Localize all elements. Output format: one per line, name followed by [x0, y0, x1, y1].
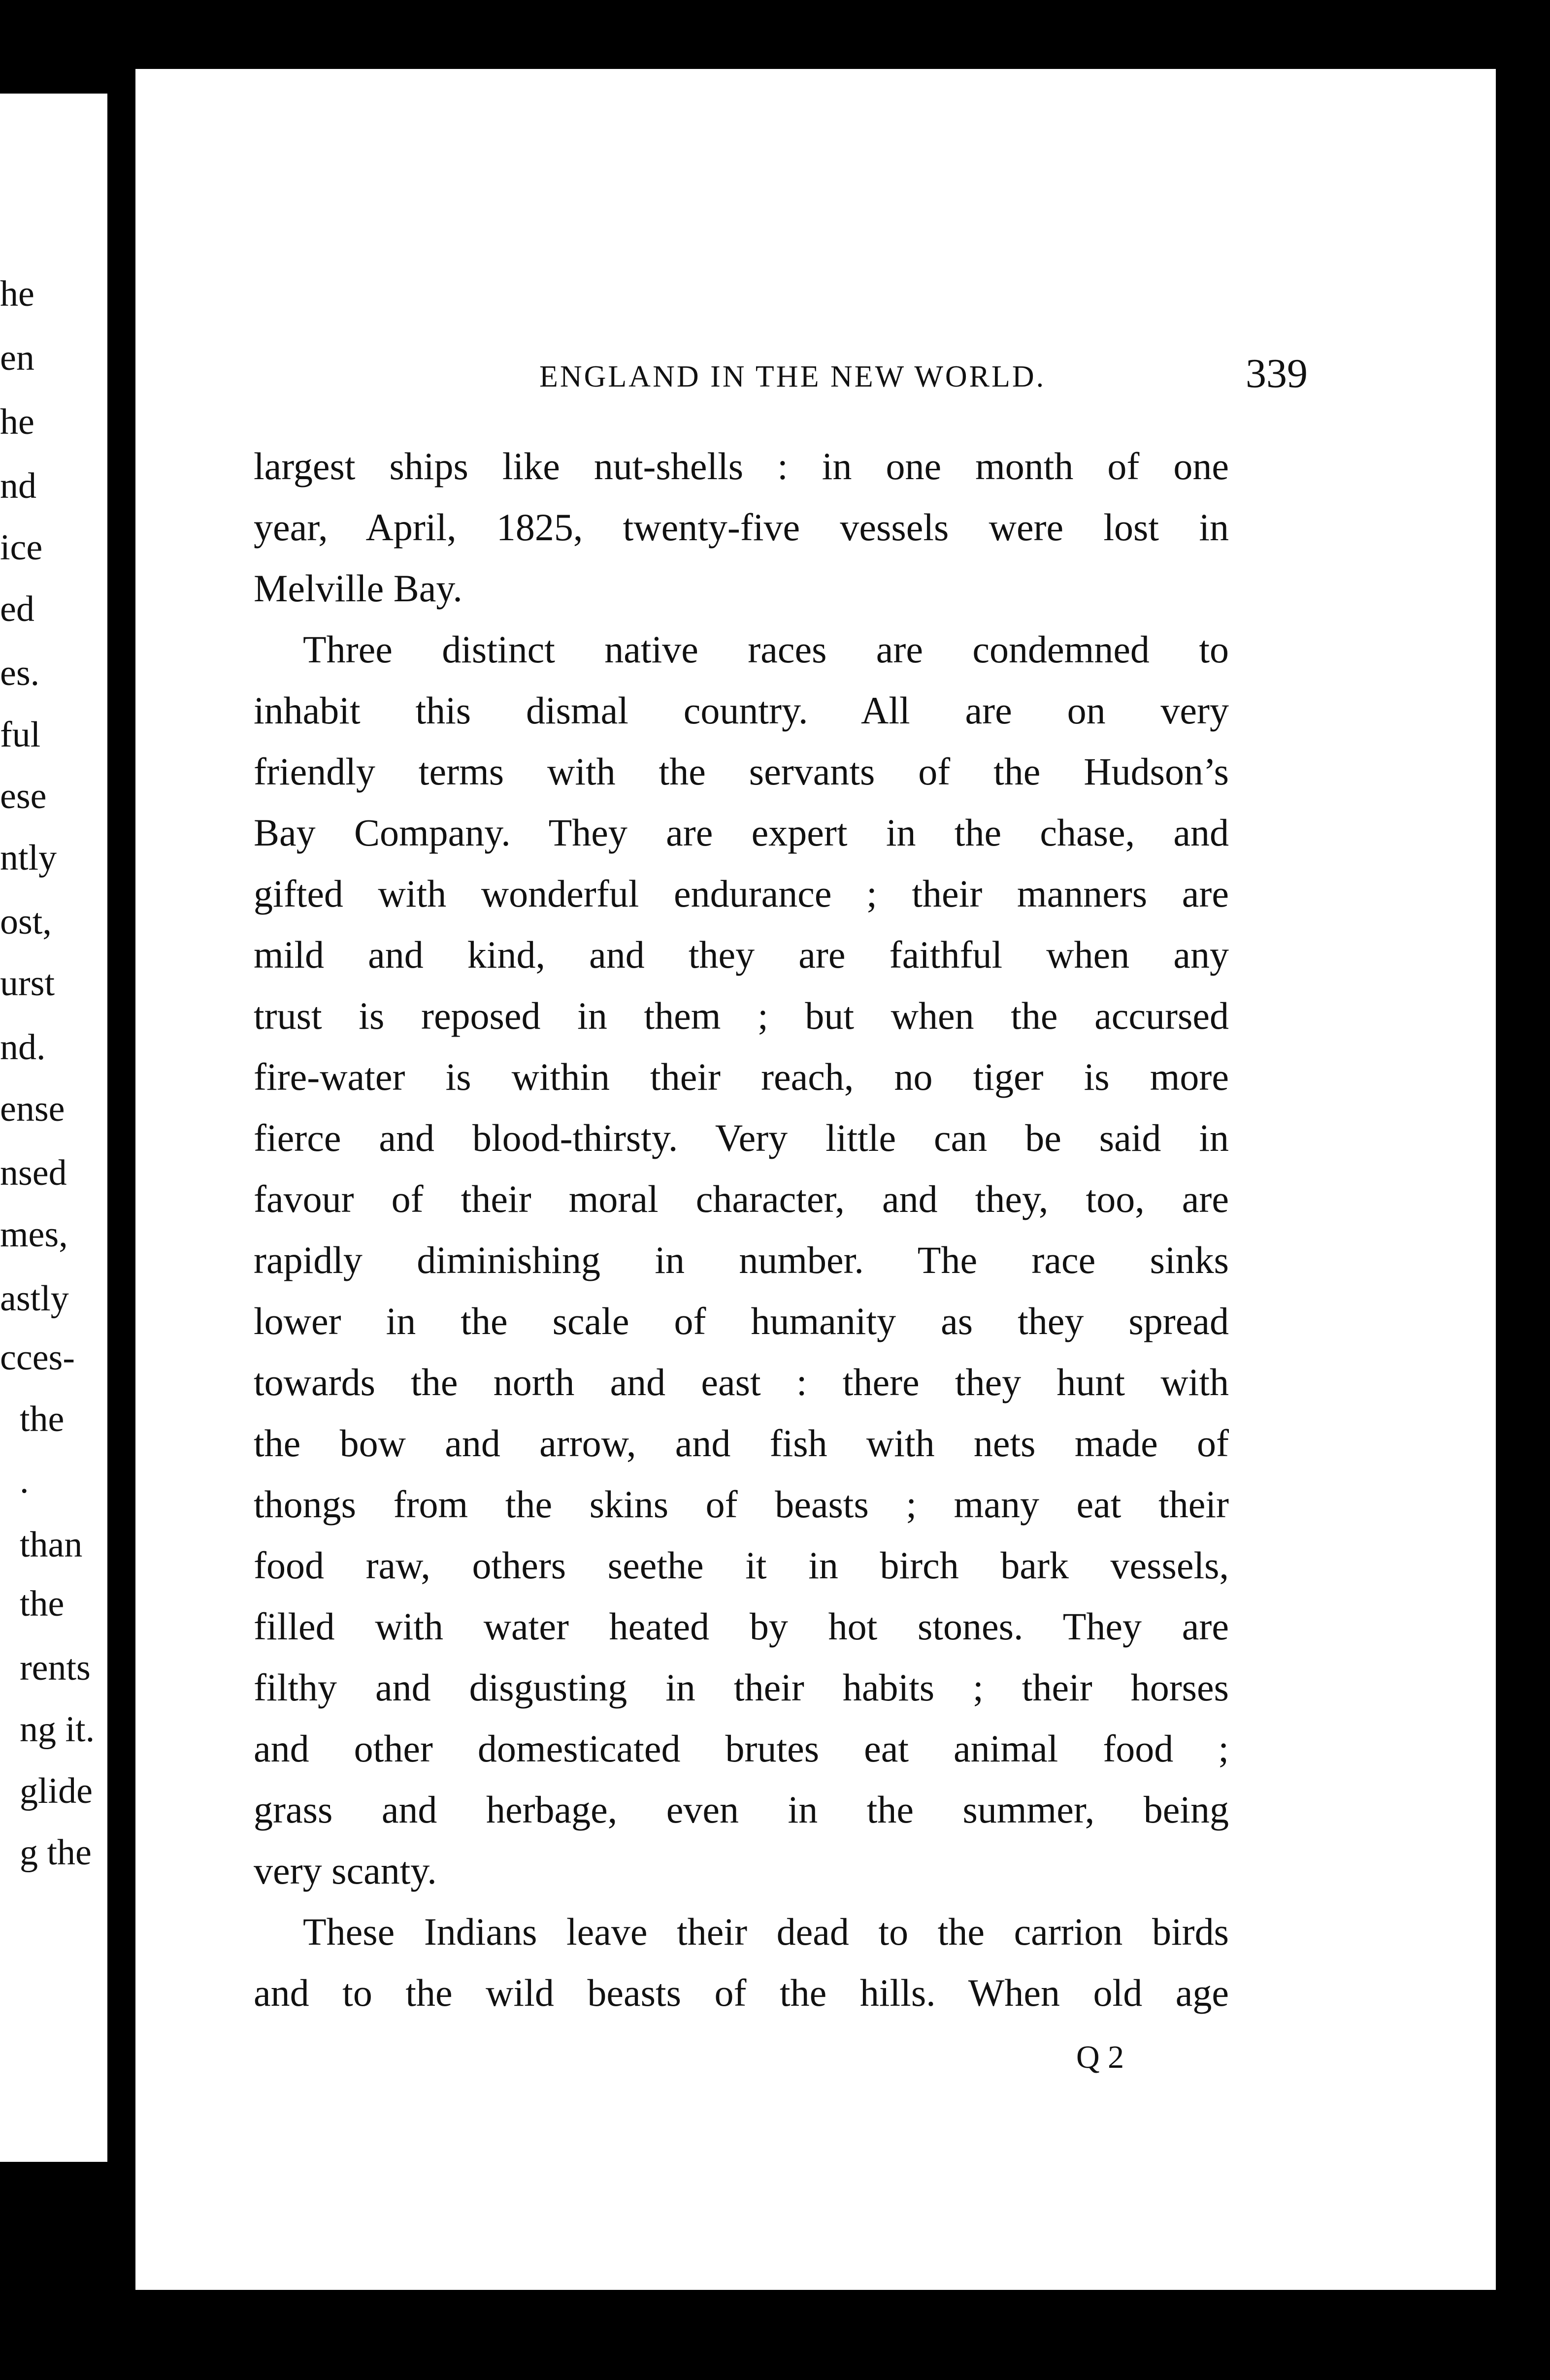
left-page-fragment: es.	[0, 653, 40, 693]
running-head: ENGLAND IN THE NEW WORLD.	[539, 360, 1046, 393]
left-page-fragment: cces-	[0, 1337, 75, 1378]
left-page-fragment: than	[20, 1525, 83, 1565]
text-line: Three distinct native races are condemned to	[303, 628, 1229, 671]
page-number: 339	[1246, 351, 1308, 396]
text-line: and to the wild beasts of the hills. When old age	[254, 1971, 1229, 2014]
text-line: mild and kind, and they are faithful when any	[254, 933, 1229, 976]
left-page-fragment: glide	[20, 1771, 93, 1811]
text-line: and other domesticated brutes eat animal food ;	[254, 1727, 1229, 1770]
text-line: very scanty.	[254, 1849, 437, 1892]
left-page-fragment: mes,	[0, 1214, 68, 1255]
left-page-fragment: ice	[0, 527, 43, 568]
left-page-fragment: nd	[0, 466, 36, 506]
left-page-fragment: the	[20, 1584, 65, 1624]
text-line: These Indians leave their dead to the carrion birds	[303, 1910, 1229, 1953]
text-line: lower in the scale of humanity as they spread	[254, 1300, 1229, 1342]
text-line: food raw, others seethe it in birch bark vessels,	[254, 1544, 1229, 1587]
text-line: thongs from the skins of beasts ; many eat their	[254, 1483, 1229, 1526]
left-page-fragment: ense	[0, 1089, 65, 1129]
left-page-fragment: the	[20, 1399, 65, 1439]
left-page-fragment: rents	[20, 1648, 91, 1688]
signature-mark: Q 2	[1076, 2039, 1124, 2075]
text-line: Melville Bay.	[254, 567, 462, 610]
left-page-fragment: urst	[0, 963, 55, 1004]
text-line: the bow and arrow, and fish with nets made of	[254, 1422, 1229, 1465]
text-line: grass and herbage, even in the summer, being	[254, 1788, 1229, 1831]
left-page-fragment: ng it.	[20, 1709, 95, 1750]
text-line: towards the north and east : there they hunt with	[254, 1361, 1229, 1403]
text-line: trust is reposed in them ; but when the accursed	[254, 994, 1229, 1037]
left-page-fragment: ese	[0, 776, 47, 816]
page-gutter-shadow	[107, 89, 138, 2265]
left-page-fragment: nd.	[0, 1027, 46, 1068]
text-line: fire-water is within their reach, no tiger is more	[254, 1055, 1229, 1098]
text-line: fierce and blood-thirsty. Very little can be said in	[254, 1116, 1229, 1159]
body-text	[254, 436, 1229, 2023]
text-line: Bay Company. They are expert in the chase, and	[254, 811, 1229, 854]
left-page-fragment: en	[0, 338, 34, 378]
text-line: favour of their moral character, and they, too, are	[254, 1177, 1229, 1220]
left-page-fragment: he	[0, 402, 34, 442]
text-line: inhabit this dismal country. All are on very	[254, 689, 1229, 732]
text-line: filthy and disgusting in their habits ; their horses	[254, 1666, 1229, 1709]
text-line: gifted with wonderful endurance ; their manners are	[254, 872, 1229, 915]
right-shadow	[1496, 0, 1550, 2380]
left-page-fragment: ed	[0, 589, 34, 629]
text-line: year, April, 1825, twenty-five vessels were lost in	[254, 506, 1229, 549]
book-page	[135, 69, 1497, 2290]
text-line: filled with water heated by hot stones. They are	[254, 1605, 1229, 1648]
left-page-fragment: he	[0, 274, 34, 314]
text-line: largest ships like nut-shells : in one month of one	[254, 445, 1229, 488]
left-page-fragment: ost,	[0, 902, 52, 942]
left-page-fragment: g the	[20, 1832, 92, 1873]
left-page-fragment: nsed	[0, 1153, 67, 1193]
text-line: friendly terms with the servants of the Hudson’s	[254, 750, 1229, 793]
text-line: rapidly diminishing in number. The race sinks	[254, 1239, 1229, 1281]
left-page-fragment: ntly	[0, 838, 57, 878]
left-page-fragment: .	[20, 1461, 29, 1501]
page-header	[392, 345, 1308, 404]
left-page-fragment: astly	[0, 1278, 69, 1319]
left-page-fragment: ful	[0, 715, 41, 755]
